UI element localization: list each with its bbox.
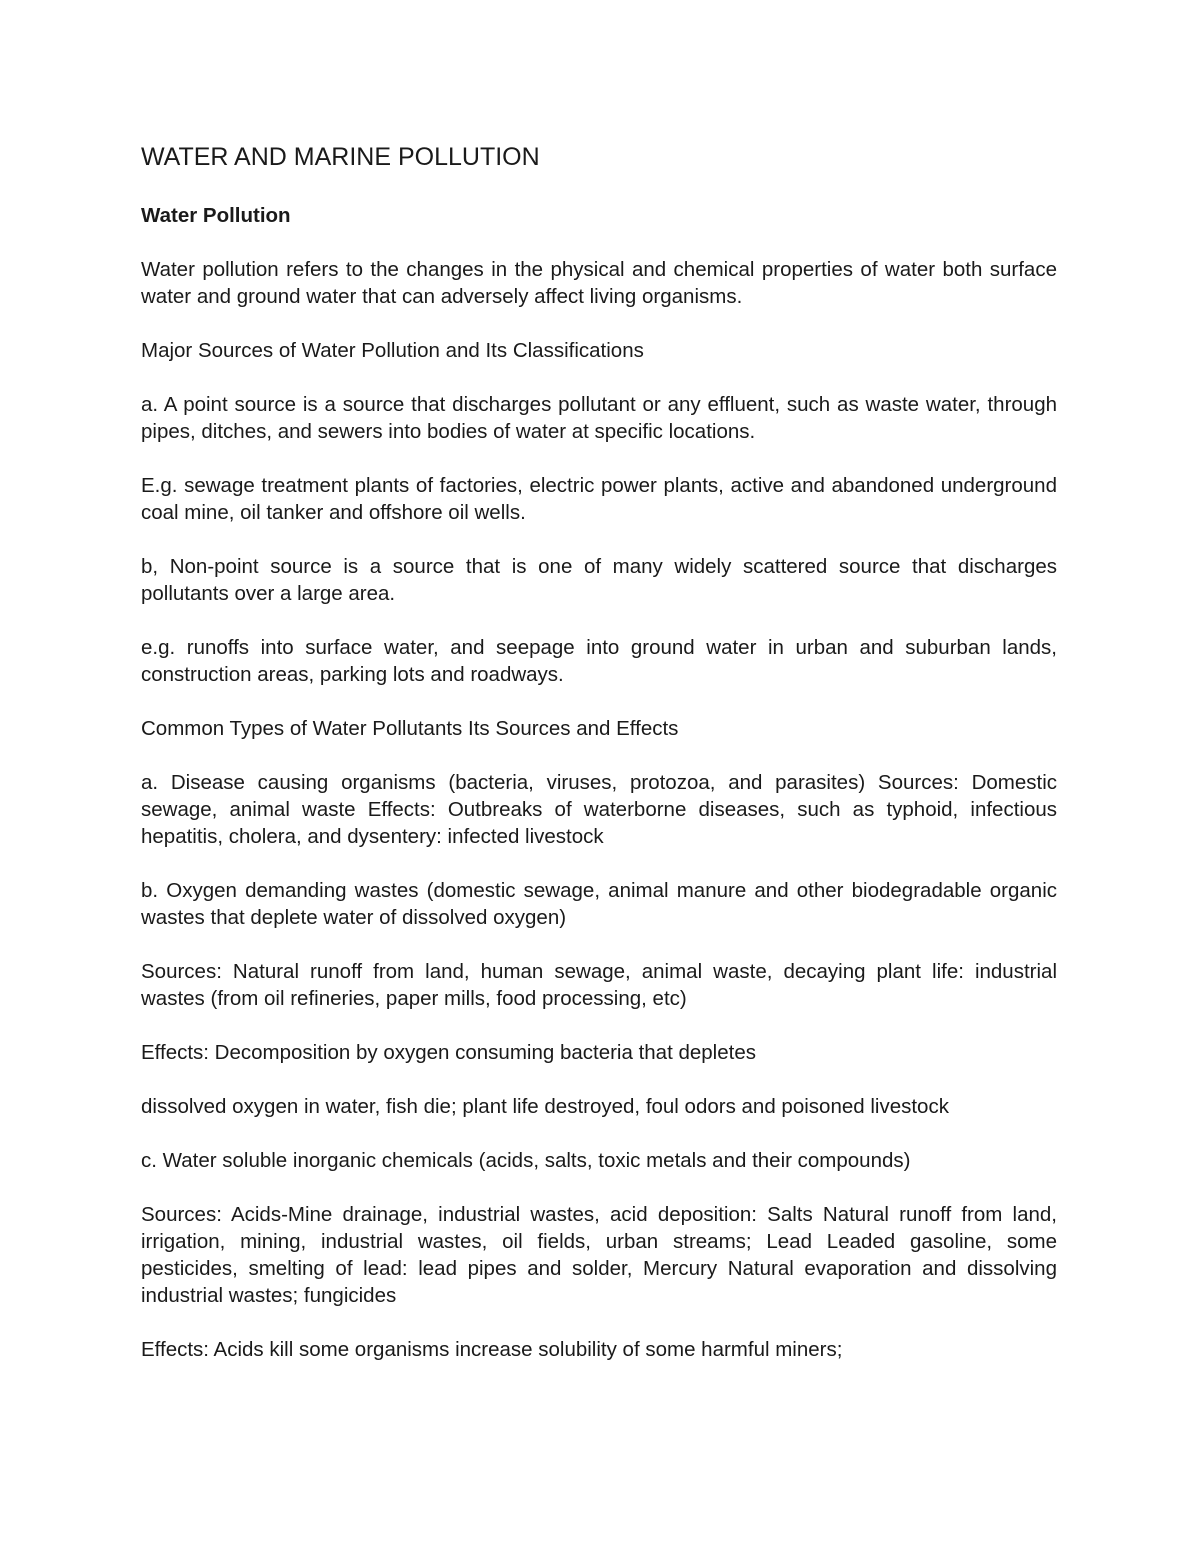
paragraph-oxygen-effects: Effects: Decomposition by oxygen consuming bacteria that depletes [141, 1041, 756, 1064]
paragraph-sources-heading: Major Sources of Water Pollution and Its Classifications [141, 339, 644, 362]
paragraph-oxygen-demanding-wastes: b. Oxygen demanding wastes (domestic sewage, animal manure and other biodegradable organic wastes that deplete water of dissolved oxygen) [141, 879, 1057, 929]
section-heading: Water Pollution [141, 204, 291, 227]
document-title: WATER AND MARINE POLLUTION [141, 143, 540, 171]
paragraph-inorganic-sources: Sources: Acids-Mine drainage, industrial wastes, acid deposition: Salts Natural runoff from land, irrigation, mining, industrial wastes, oil fields, urban streams; Lead Leaded gasoline, some pesticides, smelting of lead: lead pipes and solder, Mercury Natural evaporation and dissolving industrial wastes; fungicides [141, 1203, 1057, 1307]
paragraph-inorganic-effects: Effects: Acids kill some organisms increase solubility of some harmful miners; [141, 1338, 843, 1361]
paragraph-inorganic-chemicals: c. Water soluble inorganic chemicals (acids, salts, toxic metals and their compounds) [141, 1149, 911, 1172]
paragraph-point-source-example: E.g. sewage treatment plants of factories, electric power plants, active and abandoned underground coal mine, oil tanker and offshore oil wells. [141, 474, 1057, 524]
paragraph-pollutant-types-heading: Common Types of Water Pollutants Its Sources and Effects [141, 717, 679, 740]
paragraph-disease-organisms: a. Disease causing organisms (bacteria, viruses, protozoa, and parasites) Sources: Domestic sewage, animal waste Effects: Outbreaks of waterborne diseases, such as typhoid, infectious hepatitis, cholera, and dysentery: infected livestock [141, 771, 1057, 848]
document-page [141, 139, 1057, 1390]
paragraph-definition: Water pollution refers to the changes in the physical and chemical properties of water both surface water and ground water that can adversely affect living organisms. [141, 258, 1057, 308]
paragraph-point-source: a. A point source is a source that discharges pollutant or any effluent, such as waste water, through pipes, ditches, and sewers into bodies of water at specific locations. [141, 393, 1057, 443]
paragraph-nonpoint-source: b, Non-point source is a source that is one of many widely scattered source that discharges pollutants over a large area. [141, 555, 1057, 605]
paragraph-oxygen-effects-continued: dissolved oxygen in water, fish die; plant life destroyed, foul odors and poisoned livestock [141, 1095, 949, 1118]
paragraph-nonpoint-source-example: e.g. runoffs into surface water, and seepage into ground water in urban and suburban lands, construction areas, parking lots and roadways. [141, 636, 1057, 686]
paragraph-oxygen-sources: Sources: Natural runoff from land, human sewage, animal waste, decaying plant life: industrial wastes (from oil refineries, paper mills, food processing, etc) [141, 960, 1057, 1010]
